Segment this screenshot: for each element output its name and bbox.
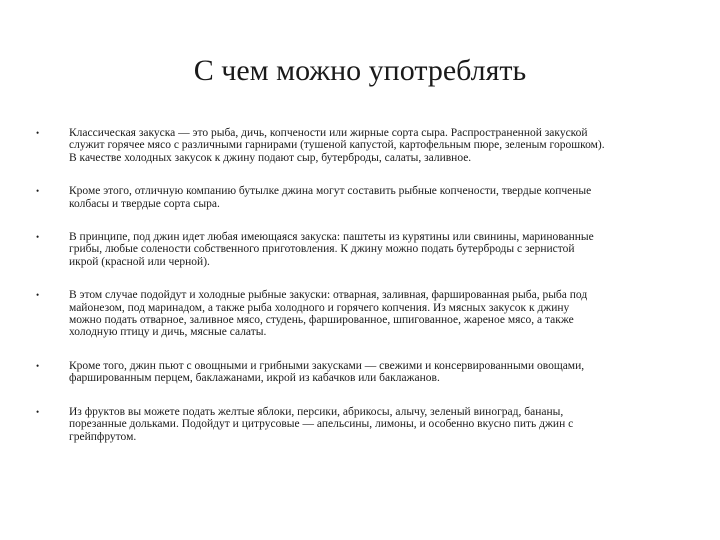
bullet-text: В принципе, под джин идет любая имеющаяся закуска: паштеты из курятины или свинины, маринованные грибы, любые солености собственного приготовления. К джину можно подать бутерброды с зернистой икрой (красной или черной). — [69, 231, 594, 268]
bullet-item-3 — [36, 231, 686, 268]
bullet-text: Кроме того, джин пьют с овощными и грибными закусками — свежими и консервированными овощами, фаршированным перцем, баклажанами, икрой из кабачков или баклажанов. — [69, 359, 585, 385]
bullet-text: В этом случае подойдут и холодные рыбные закуски: отварная, заливная, фаршированная рыба, рыба под майонезом, под маринадом, а также рыба холодного и горячего копчения. Из мясных закусок к джину можно подать отварное, заливное мясо, студень, фаршированное, шпигованное, жареное мясо, а также холодную птицу и дичь, мясные салаты. — [69, 289, 588, 339]
bullet-dot-icon: • — [36, 360, 40, 371]
bullet-text: Из фруктов вы можете подать желтые яблоки, персики, абрикосы, алычу, зеленый виноград, бананы, порезанные дольками. Подойдут и цитрусовые — апельсины, лимоны, и особенно вкусно пить джин с грейпфрутом. — [69, 405, 574, 443]
bullet-item-1 — [36, 127, 686, 164]
bullet-item-2 — [36, 185, 686, 210]
bullet-text: Кроме этого, отличную компанию бутылке джина могут составить рыбные копчености, твердые копченые колбасы и твердые сорта сыра. — [69, 185, 592, 210]
bullet-dot-icon: • — [36, 290, 40, 301]
bullet-item-5 — [36, 360, 686, 385]
bullet-item-6 — [36, 406, 686, 443]
bullet-dot-icon: • — [36, 128, 40, 138]
slide-title: С чем можно употреблять — [193, 54, 527, 87]
bullet-dot-icon: • — [36, 406, 40, 417]
bullet-text: Классическая закуска — это рыба, дичь, копчености или жирные сорта сыра. Распространенной закуской служит горячее мясо с различными гарнирами (тушеной капустой, картофельным пюре, зеленым горошком). В качестве холодных закусок к джину подают сыр, бутерброды, салаты, заливное. — [69, 127, 605, 164]
bullet-item-4 — [36, 289, 686, 339]
bullet-dot-icon: • — [36, 186, 40, 197]
bullet-dot-icon: • — [36, 232, 40, 243]
bullet-list — [36, 127, 686, 443]
